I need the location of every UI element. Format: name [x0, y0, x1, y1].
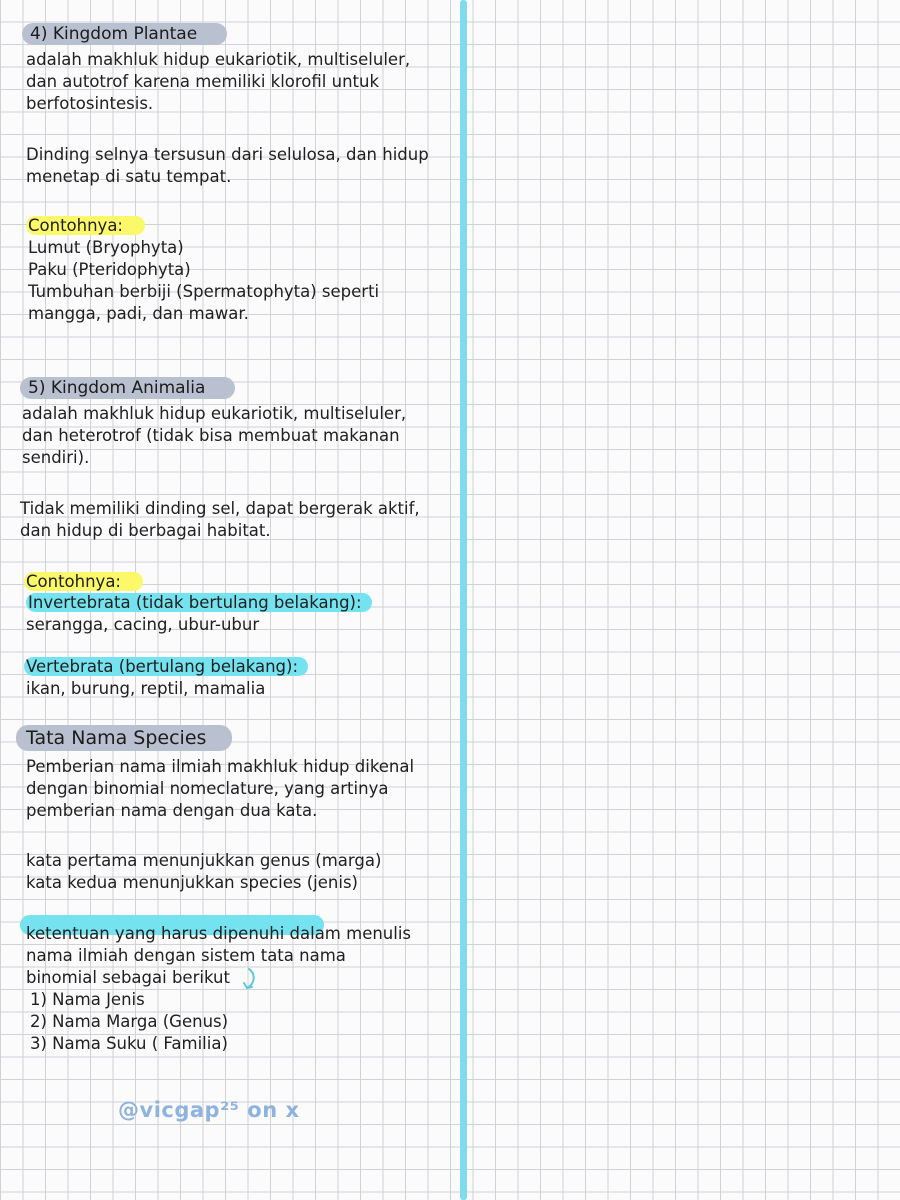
plantae-example-2: Paku (Pteridophyta) — [28, 260, 191, 279]
tatanama-desc-line-2: dengan binomial nomeclature, yang artinya — [26, 779, 389, 798]
animalia-desc-line-1: adalah makhluk hidup eukariotik, multiseluler, — [22, 404, 407, 423]
plantae-desc-line-3: berfotosintesis. — [26, 94, 154, 113]
plantae-example-3: Tumbuhan berbiji (Spermatophyta) seperti — [28, 282, 380, 301]
tatanama-desc2-line-1: kata pertama menunjukkan genus (marga) — [26, 851, 382, 870]
tatanama-desc-line-3: pemberian nama dengan dua kata. — [26, 801, 318, 820]
animalia-desc2-line-2: dan hidup di berbagai habitat. — [20, 521, 271, 540]
tatanama-desc2-line-2: kata kedua menunjukkan species (jenis) — [26, 873, 358, 892]
vertebrata-highlight: Vertebrata (bertulang belakang): — [24, 657, 308, 676]
rule-item-1: 1) Nama Jenis — [30, 990, 145, 1009]
plantae-desc2-line-1: Dinding selnya tersusun dari selulosa, dan hidup — [26, 145, 429, 164]
plantae-example-4: mangga, padi, dan mawar. — [28, 304, 249, 323]
plantae-title: 4) Kingdom Plantae — [22, 23, 227, 45]
invertebrata-label — [26, 592, 372, 614]
margin-divider-line — [460, 0, 467, 1200]
rule-item-2: 2) Nama Marga (Genus) — [30, 1012, 229, 1031]
vertebrata-examples: ikan, burung, reptil, mamalia — [26, 679, 266, 698]
plantae-example-1: Lumut (Bryophyta) — [28, 238, 184, 257]
animalia-examples-highlight: Contohnya: — [24, 572, 143, 591]
tatanama-title: Tata Nama Species — [16, 725, 232, 751]
invertebrata-highlight: Invertebrata (tidak bertulang belakang): — [26, 593, 372, 612]
plantae-desc2-line-2: menetap di satu tempat. — [26, 167, 232, 186]
rule-item-3: 3) Nama Suku ( Familia) — [30, 1034, 228, 1053]
rules-intro-line-1: ketentuan yang harus dipenuhi dalam menulis — [26, 924, 412, 943]
animalia-title: 5) Kingdom Animalia — [20, 377, 235, 399]
rules-intro-line-3: binomial sebagai berikut — [26, 968, 230, 987]
animalia-desc2-line-1: Tidak memiliki dinding sel, dapat bergerak aktif, — [20, 499, 420, 518]
plantae-desc-line-2: dan autotrof karena memiliki klorofil untuk — [26, 72, 380, 91]
tatanama-desc-line-1: Pemberian nama ilmiah makhluk hidup dikenal — [26, 757, 415, 776]
plantae-desc-line-1: adalah makhluk hidup eukariotik, multiseluler, — [26, 50, 411, 69]
rules-intro-line-2: nama ilmiah dengan sistem tata nama — [26, 946, 346, 965]
animalia-examples-label — [24, 571, 143, 593]
plantae-examples-label — [26, 215, 145, 237]
vertebrata-label — [24, 656, 308, 678]
invertebrata-examples: serangga, cacing, ubur-ubur — [26, 615, 260, 634]
plantae-examples-highlight: Contohnya: — [26, 216, 145, 235]
animalia-desc-line-3: sendiri). — [22, 448, 90, 467]
curved-arrow-icon — [240, 966, 258, 996]
animalia-desc-line-2: dan heterotrof (tidak bisa membuat makanan — [22, 426, 400, 445]
watermark-handle: @vicgap²⁵ on x — [118, 1098, 300, 1122]
